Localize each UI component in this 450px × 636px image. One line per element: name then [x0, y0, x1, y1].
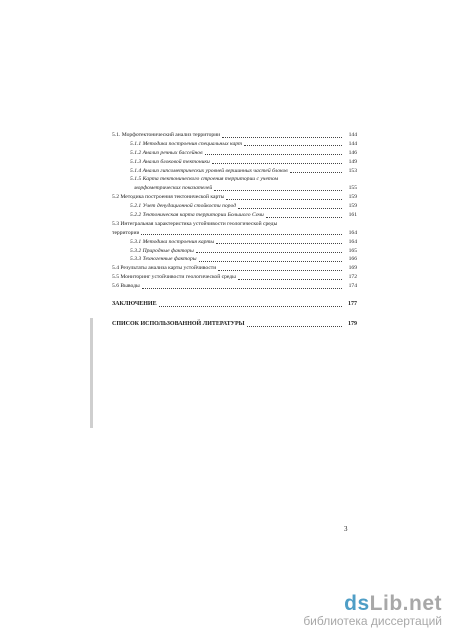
toc-entry-title: 5.3.2 Природные факторы: [130, 247, 194, 254]
toc-entry-page: 161: [348, 212, 357, 219]
toc-entry: [112, 193, 357, 202]
toc-entry: [112, 220, 357, 229]
toc-entry-title: 5.2 Методика построения тектонической карты: [112, 194, 225, 201]
toc-entry-title: 5.1.4 Анализ гипсометрических уровней вершинных частей блоков: [130, 167, 288, 174]
page-number: 3: [344, 525, 348, 533]
toc-entry-page: 177: [348, 301, 357, 308]
toc-entry-page: 153: [348, 167, 357, 174]
toc-entry: [112, 202, 357, 211]
toc-entry-title: морфометрических показателей: [134, 185, 213, 192]
toc-entry: [112, 273, 357, 282]
toc-entry: [112, 317, 357, 331]
toc-entry: [112, 131, 357, 140]
toc-leader-dots: [142, 288, 342, 289]
toc-entry-page: 144: [348, 140, 357, 147]
toc-entry-page: 172: [348, 274, 357, 281]
toc-entry-page: 179: [348, 321, 357, 328]
toc-entry-title: территории: [112, 229, 140, 236]
toc-entry: [112, 184, 357, 193]
toc-entry: [112, 211, 357, 220]
toc-entry-title: 5.1.2 Анализ речных бассейнов: [130, 149, 203, 156]
toc-leader-dots: [226, 199, 342, 200]
toc-entry-title: 5.1.3 Анализ блоковой тектоники: [130, 158, 210, 165]
toc-entry-page: 159: [348, 203, 357, 210]
toc-leader-dots: [218, 270, 342, 271]
watermark-logo[interactable]: [303, 592, 442, 628]
scan-shadow: [90, 318, 93, 428]
toc-entry-page: 166: [348, 256, 357, 263]
watermark-brand: [303, 592, 442, 616]
toc-leader-dots: [159, 306, 342, 307]
toc-entry: [112, 140, 357, 149]
toc-entry-title: 5.1.5 Карта тектонического строения территории с учетом: [130, 176, 279, 183]
toc-entry-page: 149: [348, 158, 357, 165]
toc-entry-page: 146: [348, 149, 357, 156]
toc-entry: [112, 282, 357, 291]
toc-entry-page: 165: [348, 247, 357, 254]
toc-entry: [112, 175, 357, 184]
toc-entry-title: 5.1. Морфотектонический анализ территории: [112, 132, 221, 138]
toc-entry-title: 5.6 Выводы: [112, 283, 140, 290]
toc-leader-dots: [216, 243, 342, 244]
toc-leader-dots: [196, 252, 342, 253]
toc-entry: [112, 229, 357, 238]
toc-entry: [112, 158, 357, 167]
toc-entry-title: 5.1.1 Методика построения специальных карт: [130, 140, 243, 147]
toc-entry-page: 144: [348, 132, 357, 138]
toc-entry: [112, 247, 357, 256]
toc-leader-dots: [266, 217, 342, 218]
toc-entry-title: СПИСОК ИСПОЛЬЗОВАННОЙ ЛИТЕРАТУРЫ: [112, 321, 245, 328]
toc-entry-title: 5.5 Мониторинг устойчивости геологической среды: [112, 274, 236, 281]
toc-leader-dots: [205, 154, 342, 155]
watermark-brand-prefix: ds: [344, 592, 370, 615]
toc-leader-dots: [238, 208, 342, 209]
toc-entry-page: 164: [348, 229, 357, 236]
toc-leader-dots: [222, 137, 342, 138]
table-of-contents: [112, 131, 357, 331]
watermark-brand-suffix: Lib.net: [369, 592, 442, 615]
toc-entry-title: ЗАКЛЮЧЕНИЕ: [112, 301, 157, 308]
toc-entry-title: 5.3 Интегральная характеристика устойчивости геологической среды: [112, 220, 278, 227]
toc-leader-dots: [244, 145, 342, 146]
toc-entry: [112, 264, 357, 273]
toc-leader-dots: [247, 326, 342, 327]
toc-entry-title: 5.2.1 Учет денудационной стойкости пород: [130, 203, 237, 210]
toc-entry: [112, 149, 357, 158]
toc-leader-dots: [199, 261, 342, 262]
toc-entry-title: 5.3.1 Методика построения карты: [130, 238, 215, 245]
toc-entry: [112, 255, 357, 264]
toc-entry-title: 5.3.3 Техногенные факторы: [130, 256, 197, 263]
toc-leader-dots: [290, 172, 342, 173]
toc-entry: [112, 238, 357, 247]
toc-entry-page: 159: [348, 194, 357, 201]
toc-entry-page: 155: [348, 185, 357, 192]
toc-entry-title: 5.2.2 Тектоническая карта территории Большого Сочи: [130, 212, 264, 219]
toc-entry: [112, 297, 357, 311]
toc-entry-title: 5.4 Результаты анализа карты устойчивости: [112, 265, 217, 272]
toc-entry-page: 164: [348, 238, 357, 245]
watermark-subtitle: библиотека диссертаций: [303, 614, 442, 628]
toc-entry: [112, 167, 357, 176]
toc-leader-dots: [214, 190, 342, 191]
toc-leader-dots: [141, 234, 342, 235]
toc-entry-page: 174: [348, 283, 357, 290]
toc-leader-dots: [238, 279, 342, 280]
toc-entry-page: 169: [348, 265, 357, 272]
toc-leader-dots: [212, 163, 342, 164]
